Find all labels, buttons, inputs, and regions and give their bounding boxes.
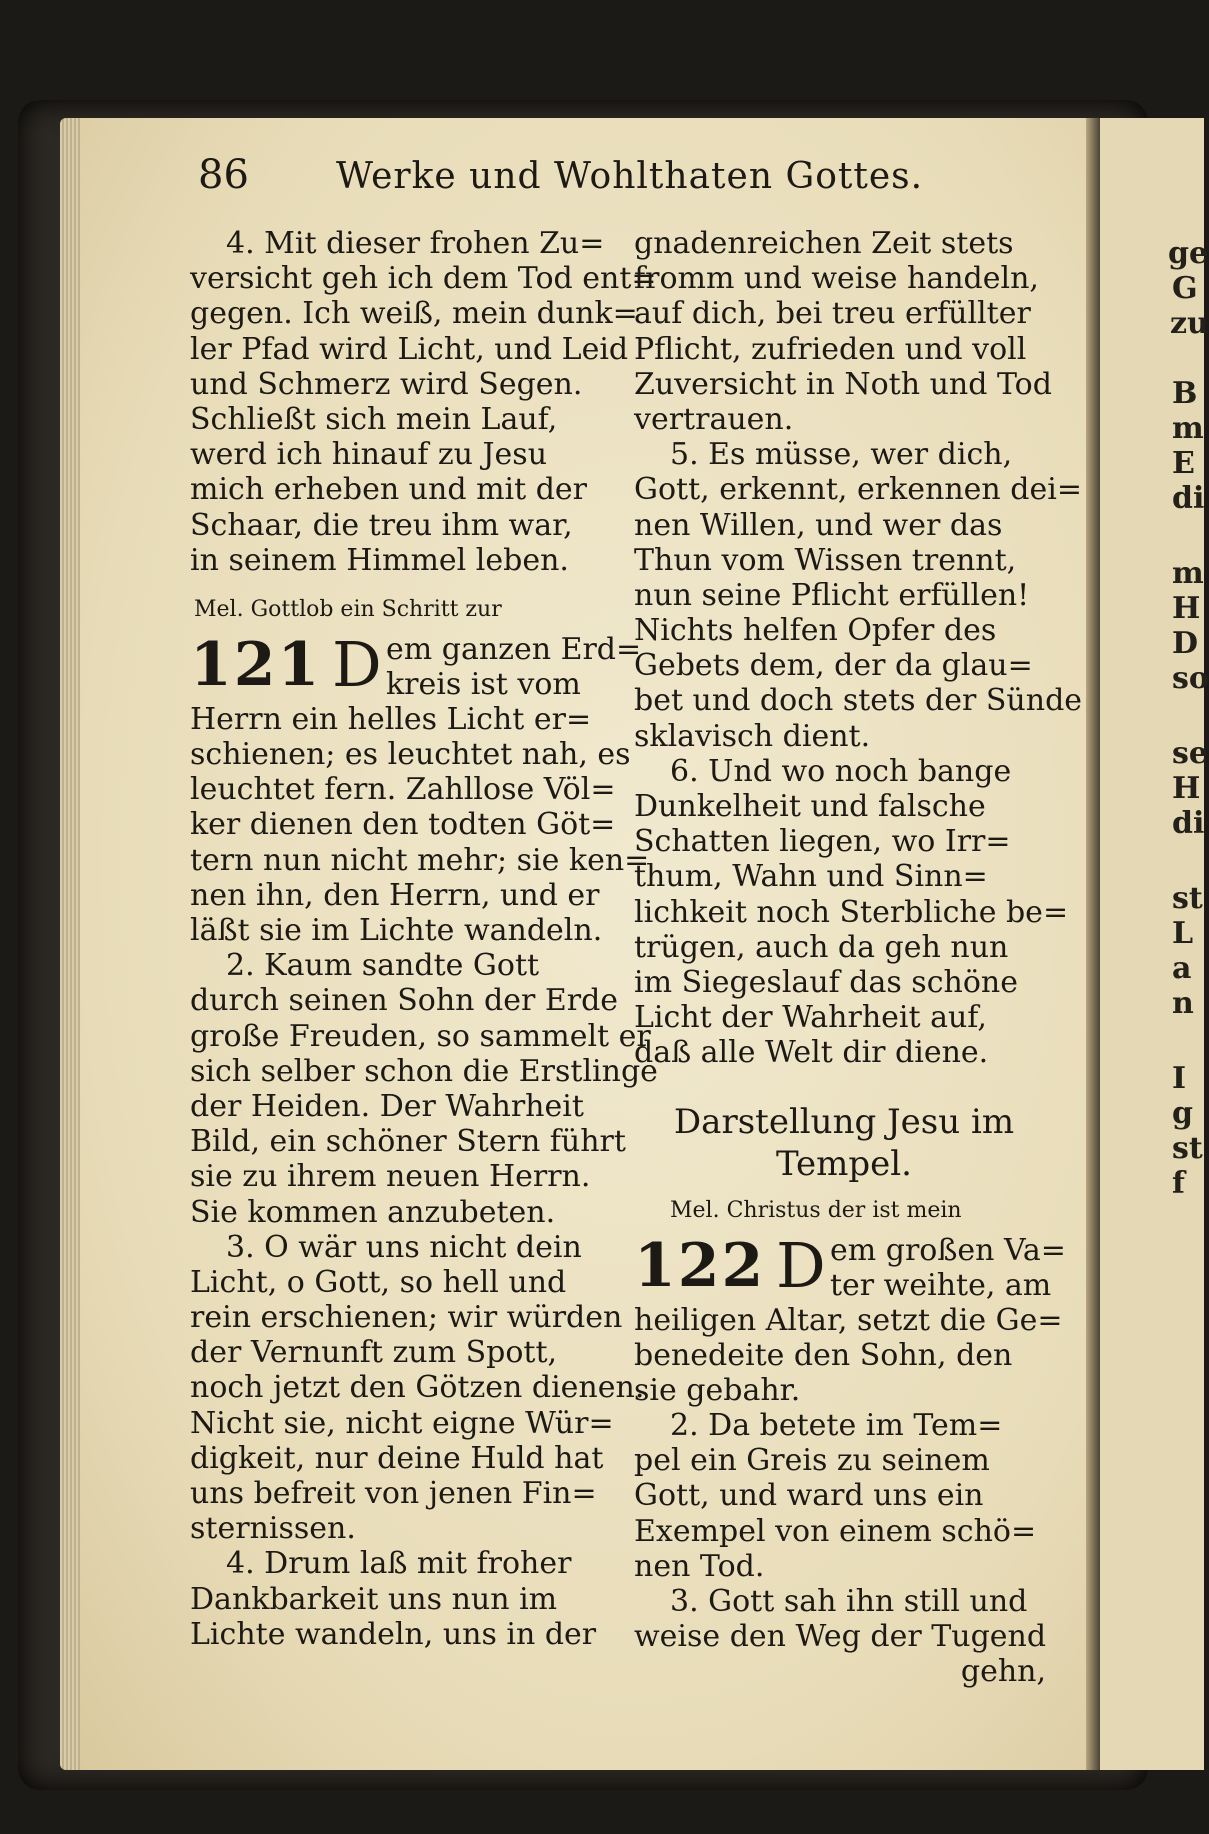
text-line: thum, Wahn und Sinn= — [634, 859, 988, 895]
text-line: Exempel von einem schö= — [634, 1513, 1037, 1549]
page-fragment: m — [1172, 556, 1204, 591]
book-page — [80, 118, 1090, 1770]
page-fragment: g — [1172, 1096, 1193, 1131]
section-title — [634, 1101, 1054, 1185]
text-line: uns befreit von jenen Fin= — [190, 1476, 597, 1511]
text-line: 6. Und wo noch bange — [670, 753, 1012, 789]
text-line: Lichte wandeln, uns in der — [190, 1616, 597, 1652]
text-line: Gott, und ward uns ein — [634, 1478, 984, 1514]
text-line: benedeite den Sohn, den — [634, 1337, 1013, 1373]
text-line: nun seine Pflicht erfüllen! — [634, 577, 1030, 613]
text-line: gnadenreichen Zeit stets — [634, 226, 1014, 261]
text-line: Dankbarkeit uns nun im — [190, 1581, 558, 1617]
text-line: 3. O wär uns nicht dein — [226, 1229, 582, 1265]
page-fragment: di — [1172, 806, 1205, 841]
text-line: große Freuden, so sammelt er — [190, 1018, 651, 1054]
text-line: nen ihn, den Herrn, und er — [190, 877, 600, 913]
text-line: em großen Va= — [830, 1232, 1066, 1268]
text-line: tern nun nicht mehr; sie ken= — [190, 842, 650, 878]
text-line: Sie kommen anzubeten. — [190, 1194, 556, 1230]
page-fragment: so — [1172, 661, 1209, 696]
text-line: sklavisch dient. — [634, 718, 871, 754]
text-line: Schließt sich mein Lauf, — [190, 401, 558, 437]
text-line: trügen, auch da geh nun — [634, 929, 1009, 965]
section-title-line: Darstellung Jesu im — [673, 1101, 1015, 1142]
text-line: noch jetzt den Götzen dienen. — [190, 1370, 645, 1406]
text-line: pel ein Greis zu seinem — [634, 1443, 990, 1479]
page-fragment: H — [1172, 591, 1201, 626]
hymn-121-continuation — [634, 226, 1083, 1071]
text-line: Bild, ein schöner Stern führt — [190, 1124, 626, 1160]
text-line: Thun vom Wissen trennt, — [634, 542, 1017, 578]
text-line: 3. Gott sah ihn still und — [670, 1584, 1028, 1619]
text-line: bet und doch stets der Sünde — [634, 683, 1083, 719]
text-line: vertrauen. — [634, 401, 794, 437]
text-line: Gebets dem, der da glau= — [634, 648, 1033, 684]
text-line: Licht, o Gott, so hell und — [190, 1264, 567, 1300]
section-title-line: Tempel. — [776, 1143, 912, 1184]
page-fragment: B — [1172, 376, 1198, 411]
right-column — [634, 226, 1083, 1690]
text-line: digkeit, nur deine Huld hat — [190, 1440, 604, 1476]
running-title: Werke und Wohlthaten Gottes. — [336, 156, 924, 197]
text-line: und Schmerz wird Segen. — [190, 366, 583, 402]
text-line: versicht geh ich dem Tod ent= — [190, 261, 657, 297]
text-line: Herrn ein helles Licht er= — [190, 701, 592, 737]
text-line: rein erschienen; wir würden — [190, 1300, 623, 1336]
page-fragment: st — [1172, 1131, 1203, 1166]
text-line: heiligen Altar, setzt die Ge= — [634, 1302, 1063, 1338]
text-line: fromm und weise handeln, — [634, 261, 1039, 297]
text-line: sie gebahr. — [634, 1372, 801, 1408]
page-edges — [60, 118, 82, 1770]
melody-reference: Mel. Gottlob ein Schritt zur — [194, 596, 502, 622]
text-line: läßt sie im Lichte wandeln. — [190, 913, 603, 948]
text-line: ler Pfad wird Licht, und Leid — [190, 331, 629, 367]
page-fragment: zu — [1170, 306, 1209, 341]
text-line: nen Willen, und wer das — [634, 507, 1003, 543]
hymn-number: 121 — [190, 629, 322, 700]
text-line: der Vernunft zum Spott, — [190, 1335, 558, 1371]
page-fragment: se — [1172, 736, 1208, 771]
text-line: 5. Es müsse, wer dich, — [670, 437, 1013, 473]
text-line: gegen. Ich weiß, mein dunk= — [190, 296, 638, 332]
text-line: nen Tod. — [634, 1548, 765, 1584]
text-line: der Heiden. Der Wahrheit — [190, 1088, 584, 1124]
text-line: Dunkelheit und falsche — [634, 789, 986, 824]
text-line: 4. Drum laß mit froher — [226, 1546, 572, 1582]
text-line: sie zu ihrem neuen Herrn. — [190, 1159, 591, 1195]
book-gutter — [1086, 118, 1100, 1770]
text-line: Nicht sie, nicht eigne Wür= — [190, 1405, 614, 1441]
text-line: werd ich hinauf zu Jesu — [190, 437, 548, 473]
text-line: ter weihte, am — [830, 1267, 1052, 1303]
text-line: durch seinen Sohn der Erde — [190, 983, 619, 1019]
page-fragment: G — [1172, 271, 1198, 306]
text-line: Licht der Wahrheit auf, — [634, 1000, 987, 1036]
hymn-121-heading — [190, 627, 642, 702]
page-fragment: di — [1172, 481, 1205, 516]
text-line: im Siegeslauf das schöne — [634, 964, 1018, 1000]
text-line: Pflicht, zufrieden und voll — [634, 331, 1027, 367]
text-line: 4. Mit dieser frohen Zu= — [226, 226, 605, 261]
adjacent-page — [1100, 118, 1209, 1770]
text-line: Zuversicht in Noth und Tod — [634, 366, 1052, 402]
melody-reference: Mel. Christus der ist mein — [670, 1197, 962, 1223]
text-line: Schaar, die treu ihm war, — [190, 507, 573, 543]
page-fragment: a — [1172, 951, 1192, 986]
page-fragment: m — [1172, 411, 1204, 446]
text-line: Nichts helfen Opfer des — [634, 613, 997, 649]
text-line: em ganzen Erd= — [386, 631, 642, 667]
hymn-122-heading — [634, 1228, 1066, 1303]
drop-cap: D — [776, 1228, 826, 1302]
text-line: kreis ist vom — [386, 666, 581, 702]
text-line: leuchtet fern. Zahllose Völ= — [190, 772, 616, 808]
page-fragment: n — [1172, 986, 1194, 1021]
text-line: sternissen. — [190, 1511, 356, 1547]
page-fragment: st — [1172, 881, 1203, 916]
text-line: in seinem Himmel leben. — [190, 542, 569, 578]
page-header — [198, 152, 1018, 212]
drop-cap: D — [332, 627, 382, 701]
text-line: ker dienen den todten Göt= — [190, 807, 616, 843]
hymn-number: 122 — [634, 1230, 766, 1301]
text-line: mich erheben und mit der — [190, 472, 588, 508]
text-line: daß alle Welt dir diene. — [634, 1035, 989, 1071]
text-line: sich selber schon die Erstlinge — [190, 1053, 658, 1089]
page-fragment: f — [1172, 1166, 1185, 1201]
page-fragment: E — [1172, 446, 1195, 481]
page-fragment: L — [1172, 916, 1194, 951]
text-line: Schatten liegen, wo Irr= — [634, 824, 1011, 860]
catchword: gehn, — [960, 1654, 1046, 1690]
text-line: auf dich, bei treu erfüllter — [634, 296, 1031, 332]
page-number: 86 — [198, 152, 249, 198]
page-fragment: H — [1172, 771, 1201, 806]
text-line: weise den Weg der Tugend — [634, 1619, 1047, 1655]
hymn-120-continuation — [190, 226, 657, 578]
page-fragment: I — [1172, 1061, 1187, 1096]
hymn-121-body — [190, 701, 658, 1652]
text-line: lichkeit noch Sterbliche be= — [634, 894, 1069, 930]
text-line: 2. Kaum sandte Gott — [226, 948, 540, 984]
page-fragment: D — [1172, 626, 1199, 661]
text-line: Gott, erkennt, erkennen dei= — [634, 472, 1082, 508]
text-line: schienen; es leuchtet nah, es — [190, 737, 631, 773]
page-fragment: ge — [1168, 236, 1209, 271]
hymn-122-body — [634, 1302, 1063, 1690]
left-column — [190, 226, 658, 1652]
text-line: 2. Da betete im Tem= — [670, 1408, 1003, 1444]
